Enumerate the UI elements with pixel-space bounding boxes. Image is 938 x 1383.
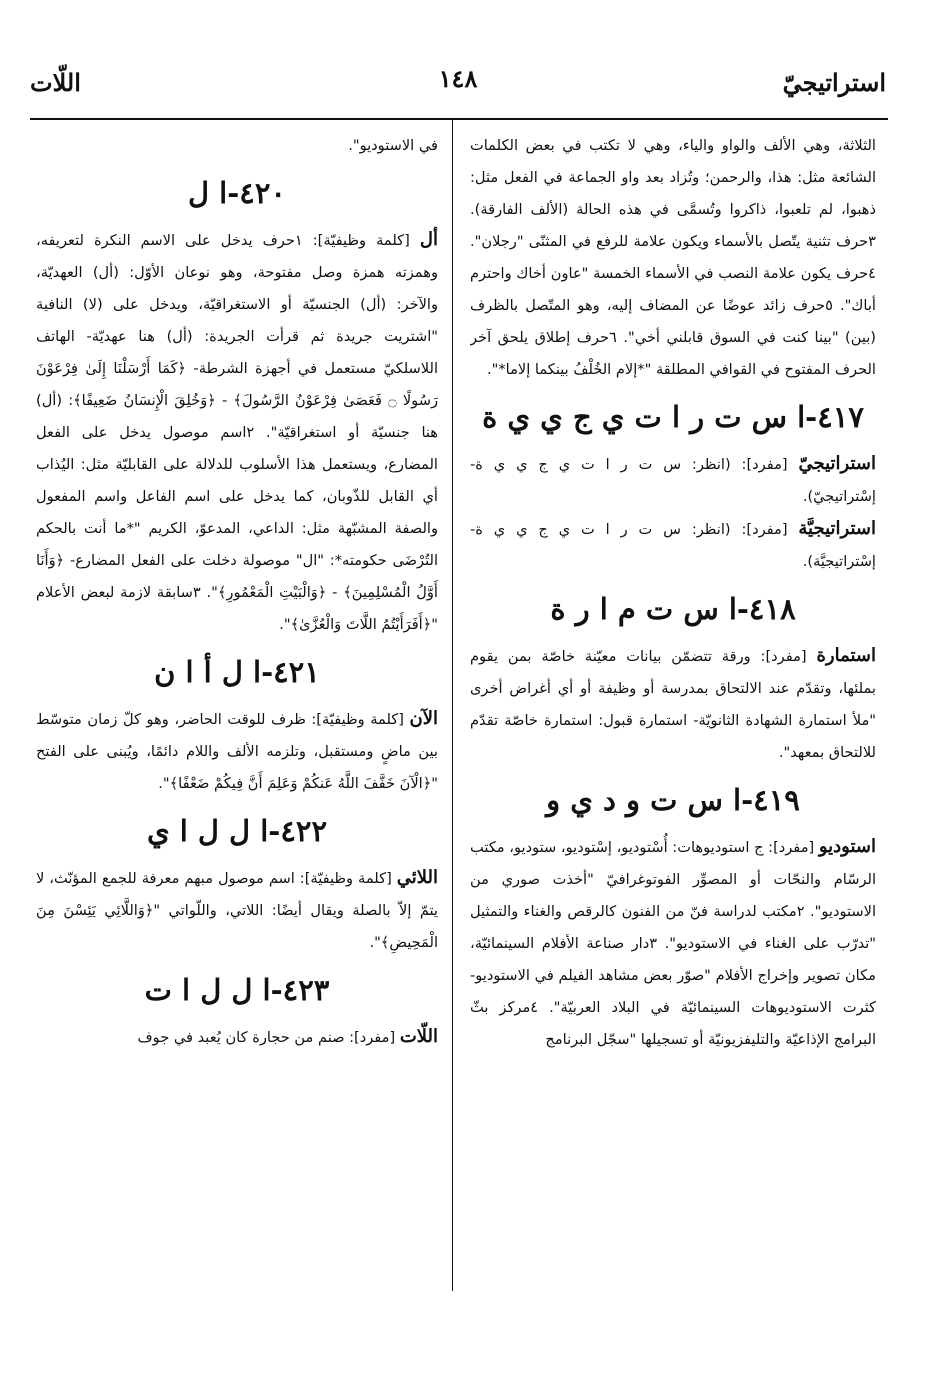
definition: [كلمة وظيفيّة]: ظرف للوقت الحاضر، وهو كلّ زمان متوسّط بين ماضٍ ومستقبل، وتلزمه الألف واللام دائمًا، ويُبنى على الفتح "﴿الْآنَ خَفَّفَ اللَّهُ عَنكُمْ وَعَلِمَ أَنَّ فِيكُمْ ضَعْفًا﴾". xyxy=(36,711,438,792)
definition: [مفرد]: ج استوديوهات: أُسْتوديو، إسْتوديو، ستوديو، مكتب الرسّام والنحّات أو المصوِّر الفوتوغرافيّ "أخذت صوري من الاستوديو". ٢مكتب لدراسة فنّ من الفنون كالرقص والغناء والتمثيل "تدرّب على الغناء في الاستوديو". ٣دار صناعة الأفلام السينمائيّة، مكان تصوير وإخراج الأفلام "صوّر بعض مشاهد الفيلم في الاستوديو- كثرت الاستوديوهات السينمائيّة في البلاد العربيّة". ٤مركز بثّ البرامج الإذاعيّة والتليفزيونيّة أو تسجيلها "سجّل البرنامج xyxy=(470,839,876,1048)
entry-heading-423: ٤٢٣-ا ل ل ا ت xyxy=(144,973,330,1007)
headword: أل xyxy=(419,229,438,250)
entry-heading-417: ٤١٧-ا س ت ر ا ت ي ج ي ي ة xyxy=(482,400,864,434)
entry-continuation-text: الثلاثة، وهي الألف والواو والياء، وهي لا تكتب في بعض الكلمات الشائعة مثل: هذا، والرحمن؛ وتُزاد بعد واو الجماعة في الفعل مثل: ذهبوا، لم تلعبوا، ذاكروا وتُسمَّى في هذه الحالة (الألف الفارقة). ٣حرف تثنية يتّصل بالأسماء ويكون علامة للرفع في المثنّى "رجلان". ٤حرف يكون علامة النصب في الأسماء الخمسة "عاون أخاك واحترم أباك". ٥حرف زائد عوضًا عن المضاف إليه، وهو المتّصل بالظرف (بين) "بينا كنت في السوق قابلني أخي". ٦حرف إطلاق يلحق آخر الحرف المفتوح في القوافي المطلقة "*إلام الخُلْفُ بينكما إلاما*". xyxy=(470,137,876,378)
entry-419-studio xyxy=(470,831,876,1056)
definition: [كلمة وظيفيّة]: ١حرف يدخل على الاسم النكرة لتعريفه، وهمزته همزة وصل مفتوحة، وهو نوعان الأوّل: (أل) العهديّة، والآخر: (أل) الجنسيّة أو الاستغراقيّة، ويدخل على (لا) النافية "اشتريت جريدة ثم قرأت الجريدة: (أل) هنا عهديّة- الهاتف اللاسلكيّ مستعمل في أجهزة الشرطة- ﴿كَمَا أَرْسَلْنَا إِلَىٰ فِرْعَوْنَ رَسُولًا ۝ فَعَصَىٰ فِرْعَوْنُ الرَّسُولَ﴾ - ﴿وَخُلِقَ الْإِنسَانُ ضَعِيفًا﴾: (أل) هنا جنسيّة أو استغراقيّة". ٢اسم موصول يدخل على الفعل المضارع، ويستعمل هذا الأسلوب للدلالة على القابليّة مثل: اليُذاب أي القابل للذّوبان، كما يدخل على اسم الفاعل واسم المفعول والصفة المشبّهة مثل: الداعي، المدعوّ، الكريم "*ما أنت بالحكم التُرْضَى حكومته*: "ال" موصولة دخلت على الفعل المضارع- ﴿وَأَنَا أَوَّلُ الْمُسْلِمِينَ﴾ - ﴿وَالْبَيْتِ الْمَعْمُورِ﴾". ٣سابقة لازمة لبعض الأعلام "﴿أَفَرَأَيْتُمُ اللَّاتَ وَالْعُزَّىٰ﴾". xyxy=(36,232,438,633)
entry-continuation-text: في الاستوديو". xyxy=(348,137,438,154)
entry-421-now xyxy=(36,703,438,800)
headword: استمارة xyxy=(816,645,876,666)
entry-heading-421: ٤٢١-ا ل أ ا ن xyxy=(154,655,320,689)
headword: استراتيجيّ xyxy=(798,453,876,474)
entry-418-form xyxy=(470,640,876,769)
column-divider xyxy=(452,120,453,1291)
entry-heading-420: ٤٢٠-ا ل xyxy=(188,176,286,210)
definition: [مفرد]: (انظر: س ت ر ا ت ي ج ي ي ة- إسْتراتيجيّ). xyxy=(470,456,876,505)
headword: استوديو xyxy=(818,836,876,857)
headword: اللائي xyxy=(396,867,438,888)
headword: استراتيجيَّة xyxy=(798,518,876,539)
entry-422-allai xyxy=(36,862,438,959)
entry-heading-419: ٤١٩-ا س ت و د ي و xyxy=(546,783,800,817)
running-head-first-entry: استراتيجيّ xyxy=(782,68,886,97)
entry-423-allat xyxy=(36,1021,438,1054)
entry-420-al xyxy=(36,224,438,641)
header-rule xyxy=(30,118,888,120)
headword: الآن xyxy=(409,708,438,729)
left-column xyxy=(36,130,438,1313)
definition: [مفرد]: صنم من حجارة كان يُعبد في جوف xyxy=(137,1029,400,1046)
page-number: ١٤٨ xyxy=(438,64,478,93)
definition: [كلمة وظيفيّة]: اسم موصول مبهم معرفة للجمع المؤنّث، لا يتمّ إلاّ بالصلة ويقال أيضًا: اللاتي، واللّواتي "﴿وَاللَّائِي يَئِسْنَ مِنَ الْمَحِيضِ﴾". xyxy=(36,870,438,951)
entry-417-strategic xyxy=(470,448,876,513)
headword: اللّات xyxy=(399,1026,438,1047)
definition: [مفرد]: (انظر: س ت ر ا ت ي ج ي ي ة- إسْتراتيجيَّة). xyxy=(470,521,876,570)
running-head-last-entry: اللّات xyxy=(30,68,81,97)
definition: [مفرد]: ورقة تتضمّن بيانات معيّنة خاصّة بمن يقوم بملئها، وتقدّم عند الالتحاق بمدرسة أو وظيفة أو أي أغراض أخرى "ملأ استمارة الشهادة الثانويّة- استمارة قبول: استمارة خاصّة تقدّم للالتحاق بمعهد". xyxy=(470,648,876,761)
page-header xyxy=(30,62,886,112)
entry-heading-418: ٤١٨-ا س ت م ا ر ة xyxy=(550,592,796,626)
entry-heading-422: ٤٢٢-ا ل ل ا ي xyxy=(146,814,328,848)
right-column xyxy=(470,130,876,1323)
entry-417-strategy xyxy=(470,513,876,578)
